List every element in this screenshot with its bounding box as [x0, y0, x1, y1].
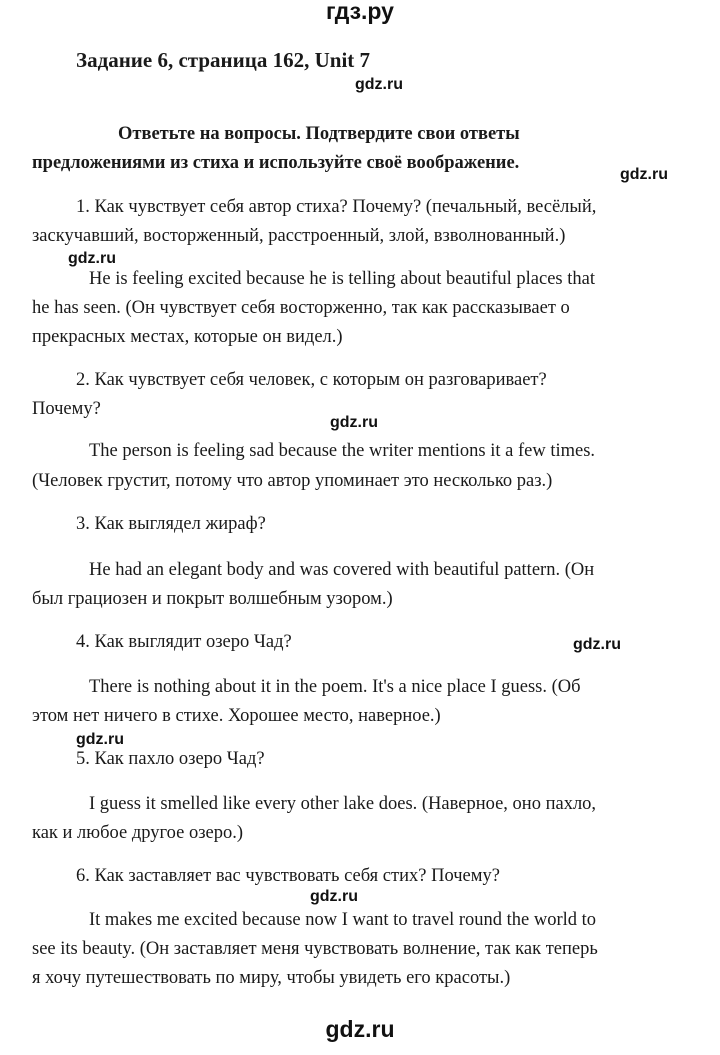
- question-4: 4. Как выглядит озеро Чад?: [76, 632, 292, 652]
- watermark: gdz.ru: [573, 636, 621, 653]
- question-2-line-1: 2. Как чувствует себя человек, с которым он разговаривает?: [76, 370, 547, 390]
- answer-2-line-1: The person is feeling sad because the writer mentions it a few times.: [89, 441, 596, 461]
- question-2-line-2: Почему?: [32, 399, 101, 419]
- answer-1-line-2: he has seen. (Он чувствует себя восторженно, так как рассказывает о: [32, 298, 570, 318]
- answer-6-line-3: я хочу путешествовать по миру, чтобы увидеть его красоты.): [32, 968, 511, 988]
- answer-5-line-2: как и любое другое озеро.): [32, 823, 243, 843]
- answer-6-line-1: It makes me excited because now I want to travel round the world to: [89, 910, 597, 930]
- watermark: gdz.ru: [620, 166, 668, 183]
- watermark-footer: gdz.ru: [325, 1016, 395, 1042]
- answer-1-line-3: прекрасных местах, которые он видел.): [32, 327, 343, 347]
- question-1-line-1: 1. Как чувствует себя автор стиха? Почему? (печальный, весёлый,: [76, 197, 597, 217]
- watermark: gdz.ru: [68, 250, 116, 267]
- answer-2-line-2: (Человек грустит, потому что автор упоминает это несколько раз.): [32, 471, 553, 491]
- instruction-line-1: Ответьте на вопросы. Подтвердите свои ответы: [118, 124, 520, 144]
- answer-3-line-1: He had an elegant body and was covered with beautiful pattern. (Он: [89, 560, 595, 580]
- page-title: Задание 6, страница 162, Unit 7: [76, 48, 371, 72]
- site-header: гдз.ру: [326, 0, 394, 24]
- answer-5-line-1: I guess it smelled like every other lake does. (Наверное, оно пахло,: [89, 794, 597, 814]
- question-5: 5. Как пахло озеро Чад?: [76, 749, 265, 769]
- watermark: gdz.ru: [330, 414, 378, 431]
- instruction-line-2: предложениями из стиха и используйте своё воображение.: [32, 153, 520, 173]
- question-6: 6. Как заставляет вас чувствовать себя стих? Почему?: [76, 866, 500, 886]
- answer-1-line-1: He is feeling excited because he is telling about beautiful places that: [89, 269, 595, 289]
- answer-4-line-2: этом нет ничего в стихе. Хорошее место, наверное.): [32, 706, 441, 726]
- watermark: gdz.ru: [76, 731, 124, 748]
- answer-4-line-1: There is nothing about it in the poem. It's a nice place I guess. (Об: [89, 677, 581, 697]
- question-3: 3. Как выглядел жираф?: [76, 514, 266, 534]
- watermark: gdz.ru: [310, 888, 358, 905]
- answer-6-line-2: see its beauty. (Он заставляет меня чувствовать волнение, так как теперь: [32, 939, 598, 959]
- question-1-line-2: заскучавший, восторженный, расстроенный, злой, взволнованный.): [32, 226, 566, 246]
- watermark: gdz.ru: [355, 76, 403, 93]
- answer-3-line-2: был грациозен и покрыт волшебным узором.): [32, 589, 393, 609]
